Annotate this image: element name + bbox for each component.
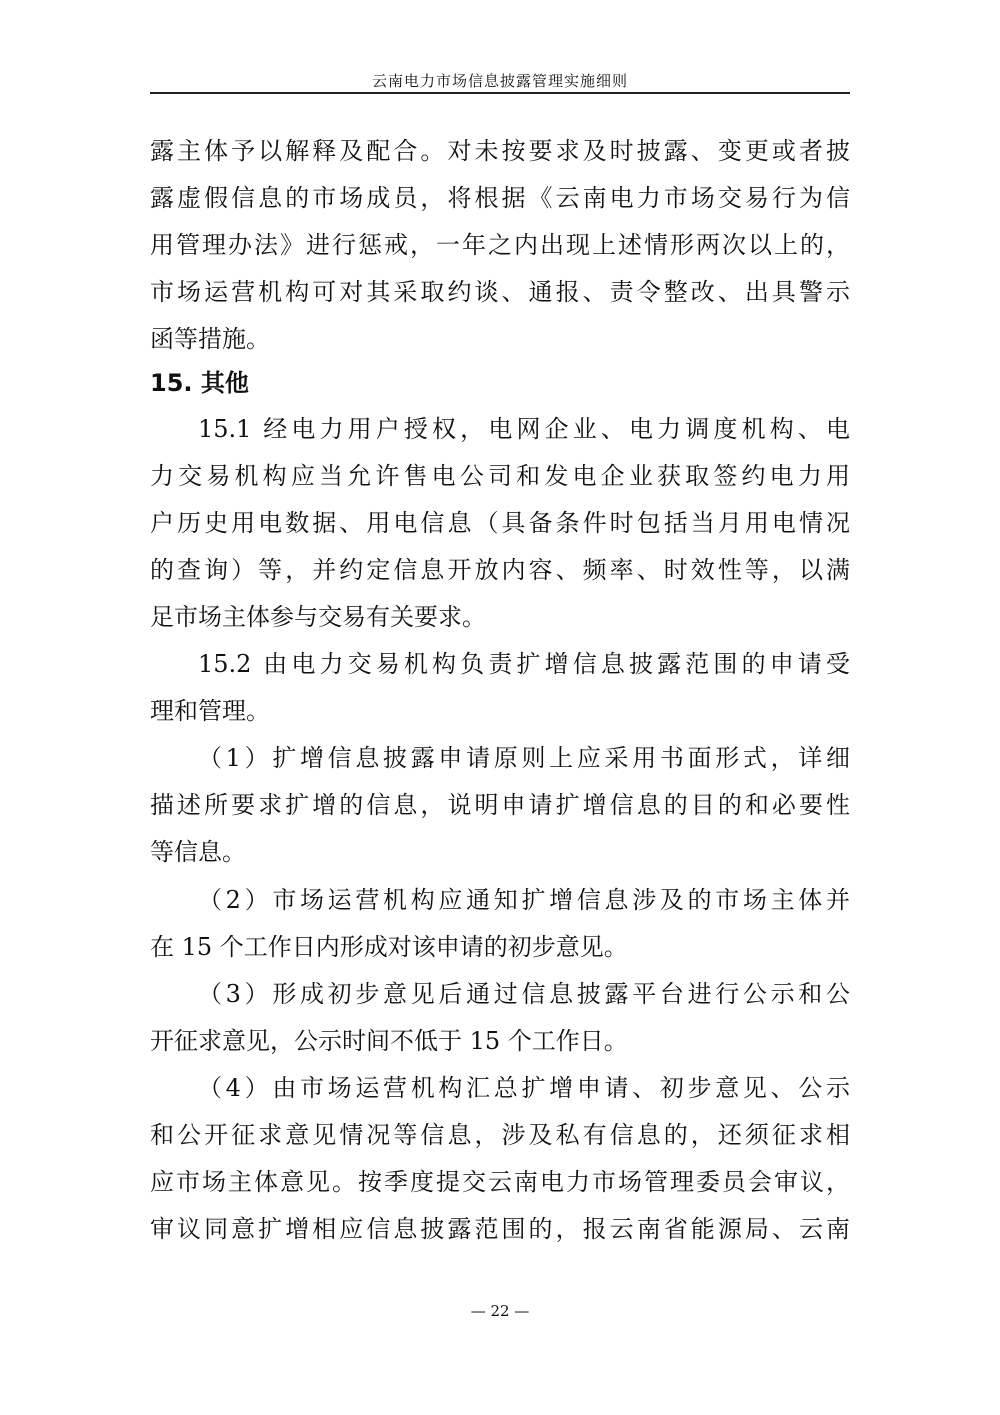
paragraph-line: 应市场主体意见。按季度提交云南电力市场管理委员会审议，	[150, 1168, 850, 1196]
paragraph-line: 审议同意扩增相应信息披露范围的，报云南省能源局、云南	[150, 1215, 850, 1243]
paragraph-line: 理和管理。	[150, 697, 270, 725]
paragraph-line: 足市场主体参与交易有关要求。	[150, 603, 486, 631]
header-divider	[150, 92, 850, 94]
paragraph-line: 的查询）等，并约定信息开放内容、频率、时效性等，以满	[150, 556, 850, 584]
paragraph-line: 描述所要求扩增的信息，说明申请扩增信息的目的和必要性	[150, 791, 850, 819]
paragraph-line: （2）市场运营机构应通知扩增信息涉及的市场主体并	[198, 886, 850, 914]
paragraph-line: 露虚假信息的市场成员，将根据《云南电力市场交易行为信	[150, 184, 850, 212]
paragraph-line: 市场运营机构可对其采取约谈、通报、责令整改、出具警示	[150, 278, 850, 306]
paragraph-line: （4）由市场运营机构汇总扩增申请、初步意见、公示	[198, 1074, 850, 1102]
paragraph-line: （1）扩增信息披露申请原则上应采用书面形式，详细	[198, 744, 850, 772]
paragraph-line: 用管理办法》进行惩戒，一年之内出现上述情形两次以上的，	[150, 231, 850, 259]
paragraph-line: 15.2 由电力交易机构负责扩增信息披露范围的申请受	[198, 650, 850, 678]
page-number: — 22 —	[470, 1302, 530, 1320]
section-heading: 15. 其他	[150, 369, 249, 397]
paragraph-line: 开征求意见，公示时间不低于 15 个工作日。	[150, 1027, 628, 1055]
paragraph-line: 力交易机构应当允许售电公司和发电企业获取签约电力用	[150, 462, 850, 490]
running-header: 云南电力市场信息披露管理实施细则	[371, 72, 628, 90]
paragraph-line: 15.1 经电力用户授权，电网企业、电力调度机构、电	[198, 415, 850, 443]
paragraph-line: （3）形成初步意见后通过信息披露平台进行公示和公	[198, 980, 850, 1008]
paragraph-line: 露主体予以解释及配合。对未按要求及时披露、变更或者披	[150, 137, 850, 165]
paragraph-line: 在 15 个工作日内形成对该申请的初步意见。	[150, 933, 628, 961]
paragraph-line: 函等措施。	[150, 325, 270, 353]
paragraph-line: 等信息。	[150, 838, 246, 866]
paragraph-line: 户历史用电数据、用电信息（具备条件时包括当月用电情况	[150, 509, 850, 537]
paragraph-line: 和公开征求意见情况等信息，涉及私有信息的，还须征求相	[150, 1121, 850, 1149]
